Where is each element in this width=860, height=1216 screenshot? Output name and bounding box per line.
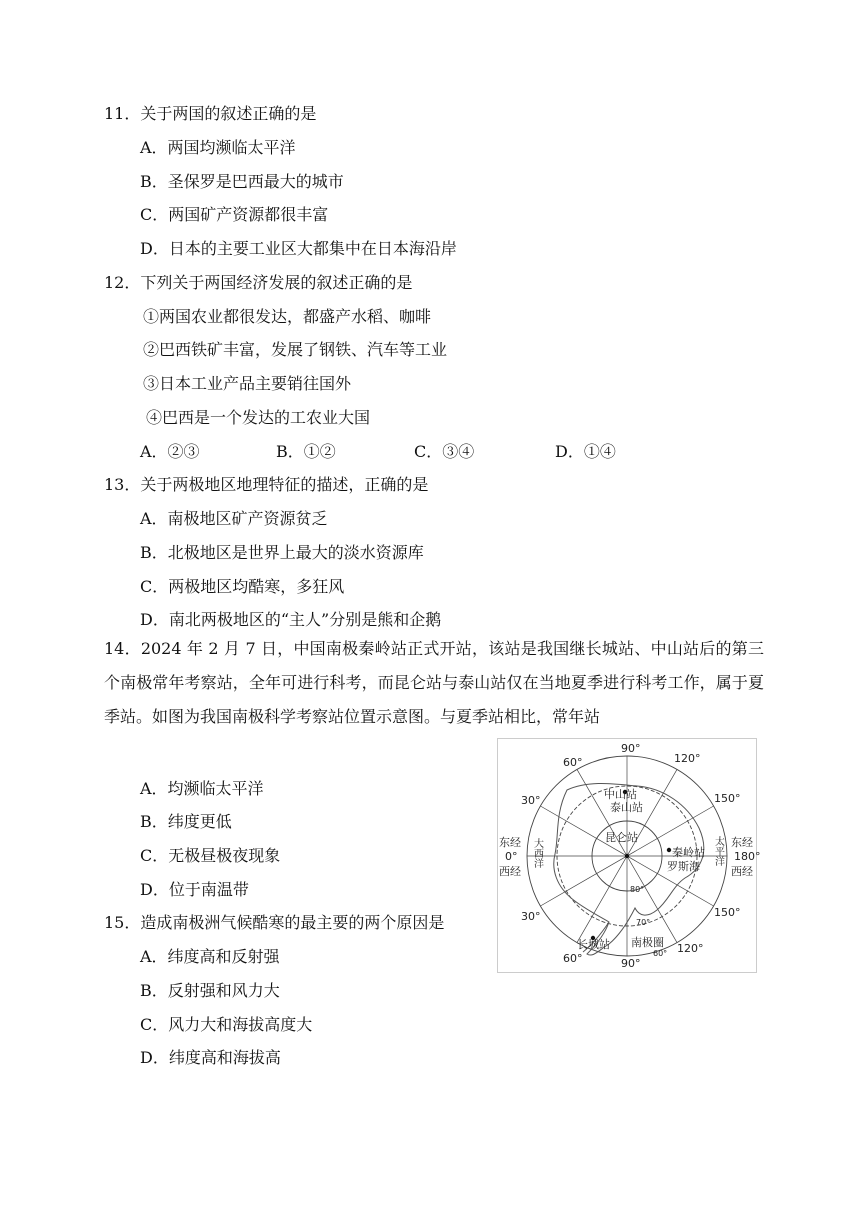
east-label-left: 东经: [499, 836, 521, 849]
kunlun-station-label: 昆仑站: [605, 831, 638, 844]
lon-label-120-bottom: 120°: [677, 942, 704, 955]
q11-option-a[interactable]: A．两国均濒临太平洋: [140, 138, 296, 157]
atlantic-ocean-label: 大西洋: [531, 838, 543, 868]
ross-sea-label: 罗斯海: [667, 860, 700, 873]
lon-label-120-top: 120°: [674, 752, 701, 765]
west-label-left: 西经: [499, 865, 521, 878]
q11-stem: 11．关于两国的叙述正确的是: [104, 104, 317, 123]
lon-label-60-top: 60°: [563, 756, 583, 769]
lon-label-30-bottom: 30°: [521, 910, 541, 923]
q12-option-a[interactable]: A．②③: [140, 442, 200, 461]
lon-label-90-top: 90°: [621, 742, 641, 755]
q12-statement-4: ④巴西是一个发达的工农业大国: [146, 408, 371, 427]
antarctic-circle-label: 南极圈: [631, 936, 664, 949]
lon-label-30-top: 30°: [521, 794, 541, 807]
q12-statement-1: ①两国农业都很发达，都盛产水稻、咖啡: [143, 307, 432, 326]
pacific-ocean-label: 太平洋: [712, 836, 724, 866]
q13-stem: 13．关于两极地区地理特征的描述，正确的是: [104, 475, 429, 494]
lon-label-60-bottom: 60°: [563, 952, 583, 965]
q12-option-c[interactable]: C．③④: [414, 442, 475, 461]
lat-label-70: 70°: [636, 918, 651, 927]
q14-option-c[interactable]: C．无极昼极夜现象: [140, 846, 281, 865]
q12-stem: 12．下列关于两国经济发展的叙述正确的是: [104, 273, 413, 292]
q14-stem: 14．2024 年 2 月 7 日，中国南极秦岭站正式开站，该站是我国继长城站、中山站后的第三个南极常年考察站，全年可进行科考，而昆仑站与泰山站仅在当地夏季进行科考工作，属于夏季站。如图为我国南极科学考察站位置示意图。与夏季站相比，常年站: [104, 639, 764, 726]
taishan-station-label: 泰山站: [610, 801, 643, 814]
kunlun-station-marker: [625, 854, 629, 858]
q15-option-c[interactable]: C．风力大和海拔高度大: [140, 1015, 313, 1034]
lon-label-150-bottom: 150°: [714, 906, 741, 919]
q15-option-b[interactable]: B．反射强和风力大: [140, 981, 280, 1000]
q13-option-c[interactable]: C．两极地区均酷寒，多狂风: [140, 577, 345, 596]
q14-option-a[interactable]: A．均濒临太平洋: [140, 779, 264, 798]
q15-stem: 15．造成南极洲气候酷寒的最主要的两个原因是: [104, 913, 445, 932]
q11-option-d[interactable]: D．日本的主要工业区大都集中在日本海沿岸: [140, 239, 457, 258]
q12-option-b[interactable]: B．①②: [276, 442, 336, 461]
q12-statement-2: ②巴西铁矿丰富，发展了钢铁、汽车等工业: [143, 340, 448, 359]
lat-label-60: 60°: [653, 949, 668, 958]
east-label-right: 东经: [731, 836, 753, 849]
changcheng-station-label: 长城站: [577, 938, 610, 951]
qinling-station-marker: [667, 848, 671, 852]
q14-option-b[interactable]: B．纬度更低: [140, 812, 232, 831]
q12-statement-3: ③日本工业产品主要销往国外: [143, 374, 352, 393]
q12-option-d[interactable]: D．①④: [555, 442, 616, 461]
zhongshan-station-label: 中山站: [604, 788, 637, 801]
q13-option-a[interactable]: A．南极地区矿产资源贫乏: [140, 509, 328, 528]
q14-option-d[interactable]: D．位于南温带: [140, 880, 249, 899]
lon-label-150-top: 150°: [714, 792, 741, 805]
q15-option-d[interactable]: D．纬度高和海拔高: [140, 1048, 281, 1067]
qinling-station-label: 秦岭站: [672, 846, 705, 859]
q11-option-b[interactable]: B．圣保罗是巴西最大的城市: [140, 172, 344, 191]
q13-option-b[interactable]: B．北极地区是世界上最大的淡水资源库: [140, 543, 424, 562]
q15-option-a[interactable]: A．纬度高和反射强: [140, 947, 280, 966]
antarctic-station-map: [497, 738, 761, 973]
lon-label-180: 180°: [734, 850, 761, 863]
q12-options-row: [0, 441, 860, 463]
lon-label-90-bottom: 90°: [621, 957, 641, 970]
lat-label-80: 80°: [630, 885, 645, 894]
q13-option-d[interactable]: D．南北两极地区的“主人”分别是熊和企鹅: [140, 610, 442, 629]
west-label-right: 西经: [731, 865, 753, 878]
q11-option-c[interactable]: C．两国矿产资源都很丰富: [140, 205, 329, 224]
lon-label-0: 0°: [505, 850, 518, 863]
